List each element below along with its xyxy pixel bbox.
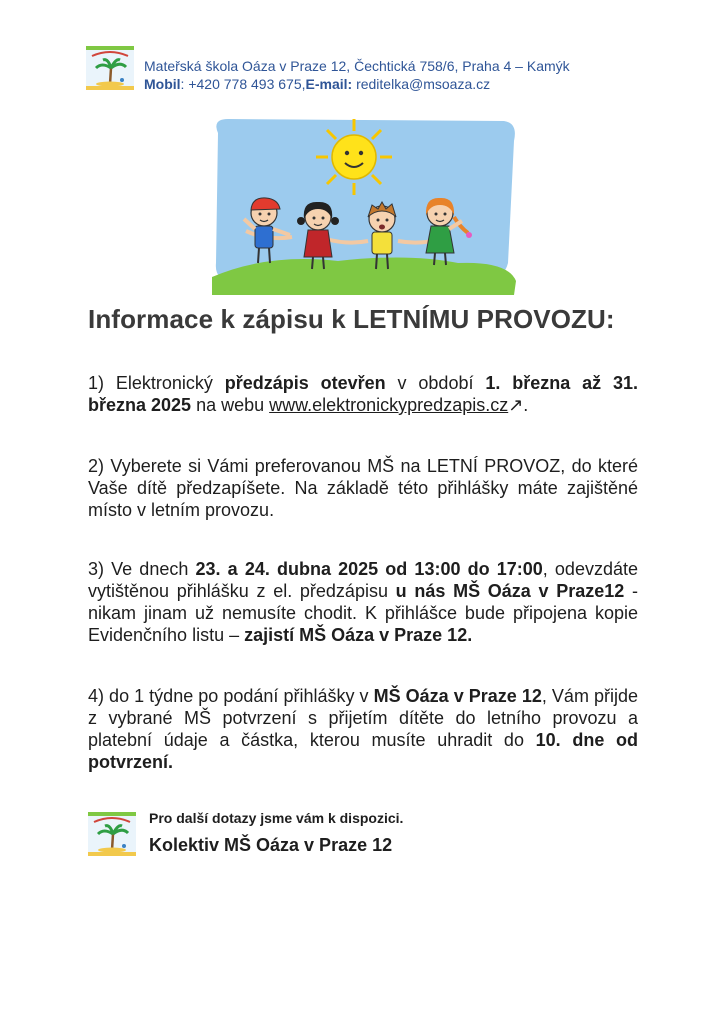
- p2-text: 2) Vyberete si Vámi preferovanou MŠ na LETNÍ PROVOZ, do které Vaše dítě předzapíšete. Na základě této přihlášky máte zajištěné místo v letním provozu.: [88, 456, 638, 520]
- p4-text-1: 4) do 1 týdne po podání přihlášky v: [88, 686, 374, 706]
- p3-bold-3: zajistí MŠ Oáza v Praze 12.: [244, 625, 473, 645]
- info-paragraph-3: [88, 558, 638, 646]
- contact-line: [144, 75, 570, 93]
- footer-signature: Kolektiv MŠ Oáza v Praze 12: [149, 835, 393, 855]
- email-label: E-mail:: [305, 76, 353, 92]
- info-paragraph-2: [88, 455, 638, 521]
- p1-text-2: v období: [385, 373, 486, 393]
- mobile-label: Mobil: [144, 76, 181, 92]
- p4-bold-2: 10. dne od potvrzení.: [88, 730, 639, 772]
- p1-bold-1: předzápis otevřen: [224, 373, 386, 393]
- school-logo-footer: [88, 812, 136, 856]
- external-link-icon: ↗.: [508, 395, 529, 415]
- mobile-number: : +420 778 493 675,: [180, 76, 306, 92]
- email-address: reditelka@msoaza.cz: [352, 76, 491, 92]
- p3-text-3: - nikam jinam už nemusíte chodit. K přihlášce bude připojena kopie Evidenčního listu –: [88, 581, 638, 645]
- info-paragraph-4: [88, 685, 638, 773]
- school-logo-header: [86, 46, 134, 90]
- p3-text-2: , odevzdáte vytištěnou přihlášku z el. předzápisu: [88, 559, 638, 601]
- p3-text-1: 3) Ve dnech: [88, 559, 196, 579]
- predzapis-link[interactable]: www.elektronickypredzapis.cz: [269, 395, 509, 415]
- p3-bold-1: 23. a 24. dubna 2025 od 13:00 do 17:00: [195, 559, 543, 579]
- school-header: [144, 57, 570, 93]
- footer-contact-note: Pro další dotazy jsme vám k dispozici.: [149, 810, 404, 826]
- sun-icon: [316, 119, 392, 195]
- p1-bold-2: 1. března až 31. března 2025: [88, 373, 638, 415]
- p4-text-2: , Vám přijde z vybrané MŠ potvrzení s přijetím dítěte do letního provozu a platební údaje a částka, kterou musíte uhradit do: [88, 686, 639, 750]
- info-paragraph-1: [88, 372, 638, 416]
- p1-text-1: 1) Elektronický: [88, 373, 225, 393]
- p4-bold-1: MŠ Oáza v Praze 12: [373, 686, 542, 706]
- page-title: Informace k zápisu k LETNÍMU PROVOZU:: [88, 304, 615, 334]
- school-address: Mateřská škola Oáza v Praze 12, Čechtická 758/6, Praha 4 – Kamýk: [144, 58, 570, 74]
- p1-text-3: na webu: [191, 395, 270, 415]
- p3-bold-2: u nás MŠ Oáza v Praze12: [395, 581, 625, 601]
- children-sun-illustration: [208, 113, 520, 295]
